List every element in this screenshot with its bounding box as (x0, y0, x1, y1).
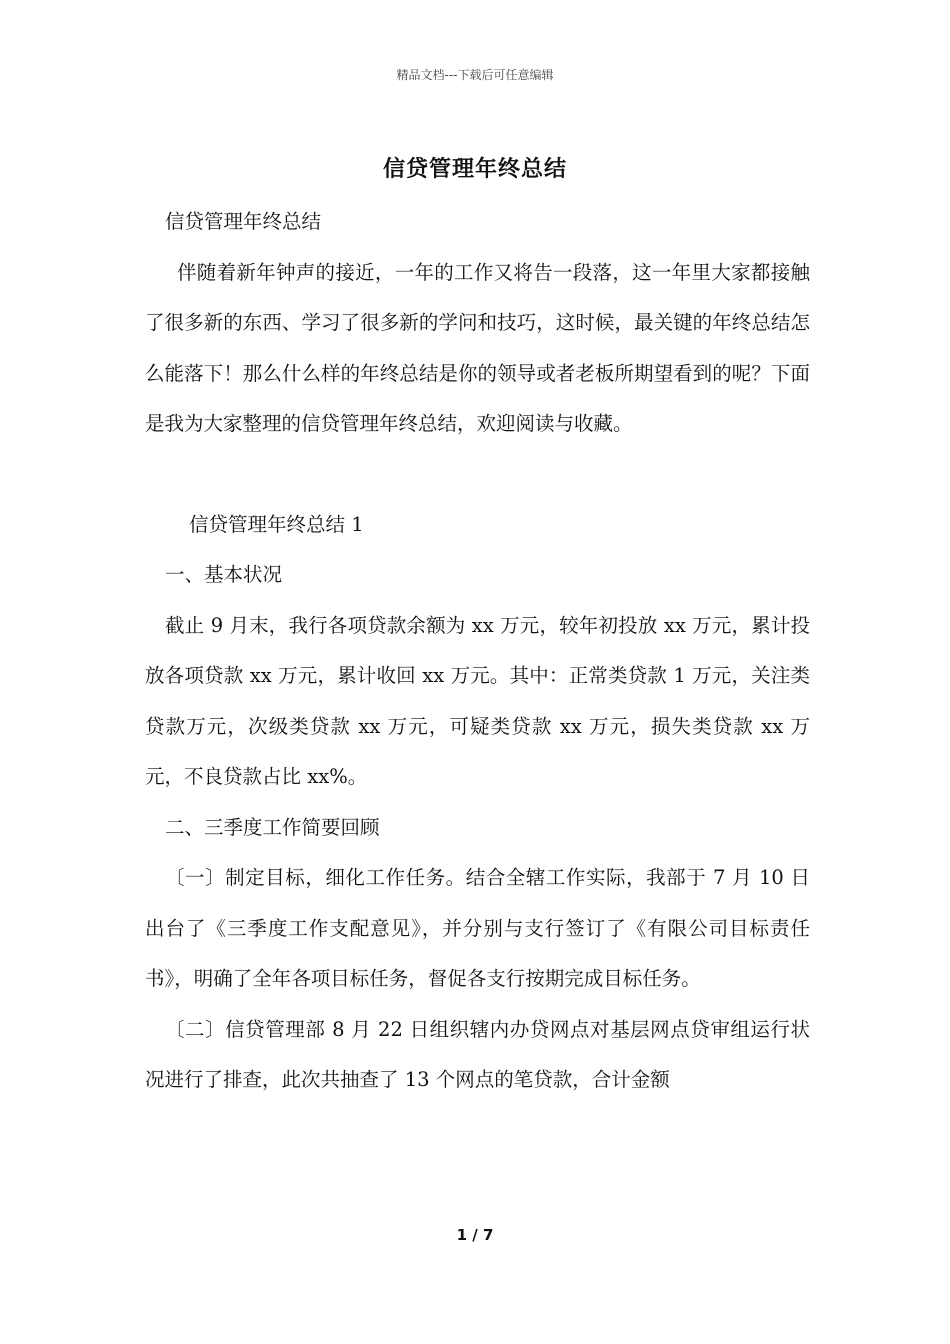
document-body (145, 197, 810, 1106)
heading-q3-review: 二、三季度工作简要回顾 (165, 815, 380, 839)
section-title: 信贷管理年终总结 1 (189, 512, 364, 536)
intro-paragraph: 伴随着新年钟声的接近，一年的工作又将告一段落，这一年里大家都接触了很多新的东西、学习了很多新的学问和技巧，这时候，最关键的年终总结怎么能落下！那么什么样的年终总结是你的领导或者老板所期望看到的呢？下面是我为大家整理的信贷管理年终总结，欢迎阅读与收藏。 (145, 260, 810, 435)
document-title: 信贷管理年终总结 (382, 156, 567, 182)
page-number: 1 / 7 (456, 1226, 494, 1244)
paragraph-q3-item-2: 〔二〕信贷管理部 8 月 22 日组织辖内办贷网点对基层网点贷审组运行状况进行了排查，此次共抽查了 13 个网点的笔贷款，合计金额 (145, 1017, 810, 1091)
paragraph-basic-status: 截止 9 月末，我行各项贷款余额为 xx 万元，较年初投放 xx 万元，累计投放各项贷款 xx 万元，累计收回 xx 万元。其中：正常类贷款 1 万元，关注类贷款万元，次级类贷款 xx 万元，可疑类贷款 xx 万元，损失类贷款 xx 万元，不良贷款占比 xx%。 (145, 613, 810, 788)
heading-basic-status: 一、基本状况 (165, 563, 283, 586)
paragraph-spacer (145, 450, 810, 500)
document-subtitle: 信贷管理年终总结 (165, 210, 322, 233)
paragraph-q3-item-1: 〔一〕制定目标，细化工作任务。结合全辖工作实际，我部于 7 月 10 日出台了《三季度工作支配意见》，并分别与支行签订了《有限公司目标责任书》，明确了全年各项目标任务，督促各支行按期完成目标任务。 (145, 866, 810, 990)
page-header: 精品文档---下载后可任意编辑 (396, 68, 554, 82)
